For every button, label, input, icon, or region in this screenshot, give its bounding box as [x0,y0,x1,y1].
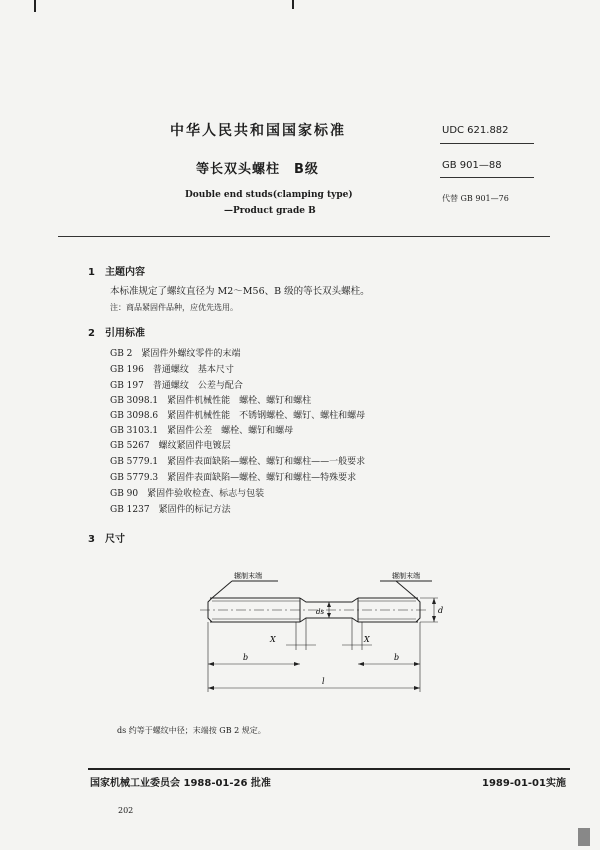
end-label-right: 辗制末端 [392,572,420,580]
standard-org-title: 中华人民共和国国家标准 [170,123,346,139]
b-dim-left-arrow-b [294,662,300,666]
reference-item: GB 5267 螺纹紧固件电镀层 [110,441,231,451]
document-title-cn: 等长双头螺柱 B级 [196,162,319,177]
footer-rule [88,768,570,770]
section-1-body: 本标准规定了螺纹直径为 M2～M56、B 级的等长双头螺柱。 [110,286,370,297]
replaces-standard: 代替 GB 901—76 [442,194,509,203]
end-label-left: 辗制末端 [234,572,262,580]
document-title-en-line1: Double end studs(clamping type) [185,190,353,200]
dim-d-arrow-bottom [432,616,436,622]
effective-date: 1989-01-01实施 [482,778,566,789]
section-3-heading: 3 尺寸 [88,534,125,545]
dim-ds-arrow-bottom [327,613,331,618]
label-d: d [438,606,444,615]
section-1-note: 注：商品紧固件品种，应优先选用。 [110,303,238,312]
end-leader-left [212,581,232,598]
label-l: l [322,677,325,686]
reference-item: GB 197 普通螺纹 公差与配合 [110,381,243,391]
b-dim-right-arrow-a [358,662,364,666]
dim-d-arrow-top [432,598,436,604]
udc-code: UDC 621.882 [442,125,509,136]
reference-item: GB 1237 紧固件的标记方法 [110,505,231,515]
page-number: 202 [118,806,134,815]
reference-item: GB 196 普通螺纹 基本尺寸 [110,365,234,375]
reference-item: GB 3098.1 紧固件机械性能 螺栓、螺钉和螺柱 [110,396,312,406]
l-dim-arrow-right [414,686,420,690]
left-runout-top [300,598,358,602]
reference-item: GB 5779.1 紧固件表面缺陷—螺栓、螺钉和螺柱——一般要求 [110,457,366,467]
label-b-right: b [394,653,400,662]
label-x-right: X [364,635,370,644]
gb-number: GB 901—88 [442,160,502,171]
document-title-en-line2: —Product grade B [224,206,316,216]
label-b-left: b [243,653,249,662]
reference-item: GB 3098.6 紧固件机械性能 不锈钢螺栓、螺钉、螺柱和螺母 [110,411,366,421]
end-leader-right [396,581,416,598]
section-1-heading: 1 主题内容 [88,267,145,278]
b-dim-right-arrow-b [414,662,420,666]
dim-ds-arrow-top [327,602,331,607]
label-ds: ds [316,608,325,616]
reference-item: GB 2 紧固件外螺纹零件的末端 [110,349,241,359]
reference-item: GB 90 紧固件验收检查、标志与包装 [110,489,265,499]
l-dim-arrow-left [208,686,214,690]
section-2-heading: 2 引用标准 [88,328,145,339]
drawing-caption: ds 约等于螺纹中径；末端按 GB 2 规定。 [117,726,266,735]
reference-item: GB 3103.1 紧固件公差 螺栓、螺钉和螺母 [110,426,294,436]
b-dim-left-arrow-a [208,662,214,666]
label-x-left: X [270,635,276,644]
approval-date: 国家机械工业委员会 1988-01-26 批准 [90,778,271,789]
reference-item: GB 5779.3 紧固件表面缺陷—螺栓、螺钉和螺柱—特殊要求 [110,473,357,483]
left-runout-bottom [300,618,358,622]
